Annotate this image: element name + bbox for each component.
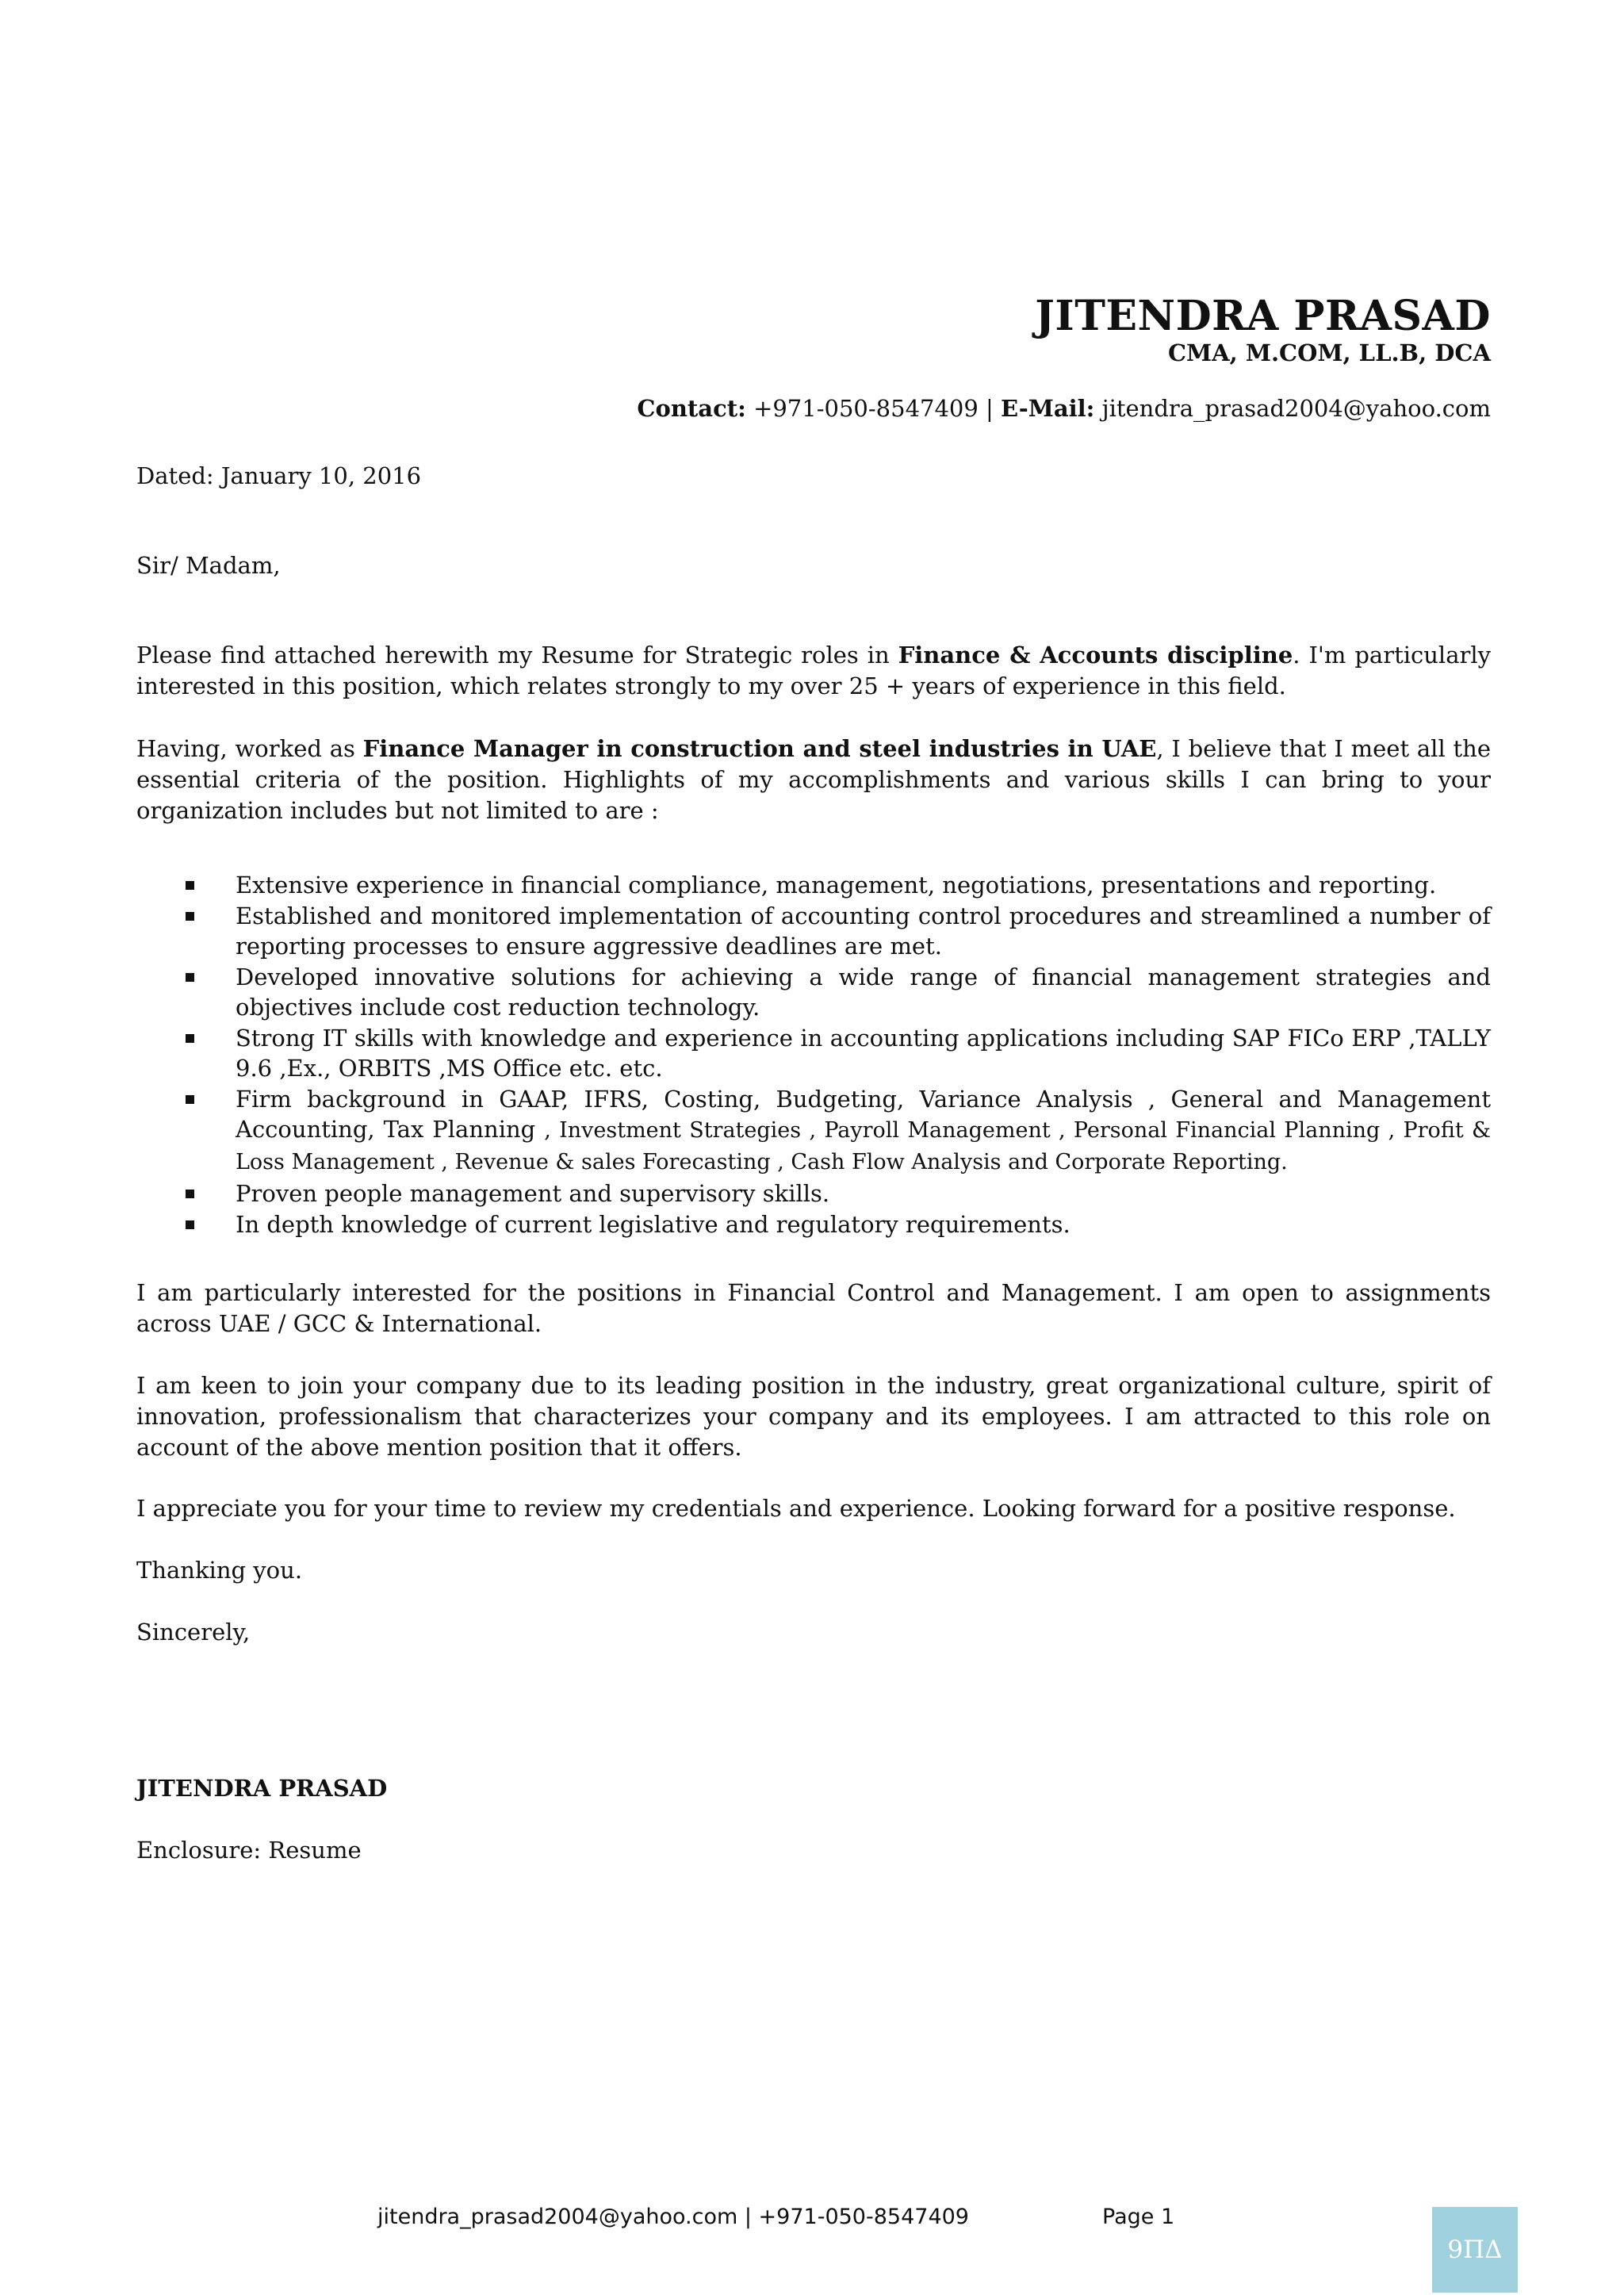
list-item-text: Firm background in GAAP, IFRS, Costing, Budgeting, Variance Analysis , General and Management Accounting,	[236, 1086, 1491, 1143]
thanks-line: Thanking you.	[136, 1557, 303, 1584]
bullet-square-icon	[186, 1034, 194, 1043]
list-item	[136, 901, 1491, 961]
list-item-text-small: , Investment Strategies , Payroll Management , Personal Financial Planning , Profit & Loss Management , Revenue & sales Forecasting , Cash Flow Analysis and Corporate Reporting.	[236, 1118, 1492, 1174]
email-label: E-Mail:	[1001, 395, 1095, 422]
list-item-text: In depth knowledge of current legislative and regulatory requirements.	[236, 1211, 1071, 1238]
list-item	[136, 1084, 1491, 1178]
header-name: JITENDRA PRASAD	[1035, 292, 1491, 340]
list-item	[136, 1023, 1491, 1083]
list-item-text: Strong IT skills with knowledge and experience in accounting applications including SAP FICo ERP ,TALLY 9.6 ,Ex., ORBITS ,MS Office etc. etc.	[236, 1025, 1491, 1082]
list-item-text: Tax Planning	[383, 1116, 536, 1143]
footer-page-number: Page 1	[1102, 2205, 1175, 2229]
list-item-text: Proven people management and supervisory skills.	[236, 1180, 830, 1207]
footer-badge-logo: 9ΠΔ	[1432, 2207, 1518, 2293]
enclosure-line: Enclosure: Resume	[136, 1837, 362, 1864]
list-item	[136, 1178, 1491, 1209]
footer-contact: jitendra_prasad2004@yahoo.com | +971-050-8547409	[377, 2205, 969, 2229]
list-item-text: Extensive experience in financial compliance, management, negotiations, presentations and reporting.	[236, 872, 1437, 898]
skills-list	[136, 870, 1491, 1240]
signature-name: JITENDRA PRASAD	[136, 1775, 388, 1802]
intro-text: Please find attached herewith my Resume for Strategic roles in	[136, 642, 898, 669]
list-item	[136, 1209, 1491, 1239]
bullet-square-icon	[186, 973, 194, 982]
bullet-square-icon	[186, 1190, 194, 1198]
paragraph-interest: I am particularly interested for the positions in Financial Control and Management. I am open to assignments across UAE / GCC & International.	[136, 1279, 1491, 1337]
bullet-square-icon	[186, 1220, 194, 1229]
experience-text-end: , I believe that I meet all the essential criteria of the position. Highlights of my accomplishments and various skills I can bring to your organization includes but not limited to are :	[136, 735, 1492, 824]
list-item-text: Developed innovative solutions for achieving a wide range of financial management strategies and objectives include cost reduction technology.	[236, 964, 1491, 1021]
closing-line: Sincerely,	[136, 1619, 251, 1646]
experience-text: Having, worked as	[136, 735, 363, 762]
header-qualifications: CMA, M.COM, LL.B, DCA	[1167, 339, 1491, 366]
contact-label: Contact:	[637, 395, 746, 422]
paragraph-intro	[136, 640, 1491, 702]
list-item	[136, 962, 1491, 1022]
bullet-square-icon	[186, 881, 194, 890]
contact-email: jitendra_prasad2004@yahoo.com	[1101, 395, 1491, 422]
header-contact-line	[637, 395, 1491, 422]
intro-text-end: . I'm particularly interested in this position, which relates strongly to my over 25 + years of experience in this field.	[136, 642, 1492, 699]
salutation: Sir/ Madam,	[136, 552, 281, 579]
paragraph-motivation: I am keen to join your company due to its leading position in the industry, great organizational culture, spirit of innovation, professionalism that characterizes your company and its employees. I am attracted to this role on account of the above mention position that it offers.	[136, 1372, 1491, 1461]
paragraph-experience	[136, 734, 1491, 826]
list-item	[136, 870, 1491, 900]
paragraph-appreciation: I appreciate you for your time to review my credentials and experience. Looking forward for a positive response.	[136, 1495, 1456, 1522]
bullet-square-icon	[186, 1095, 194, 1104]
bullet-square-icon	[186, 912, 194, 921]
contact-separator: |	[986, 395, 994, 422]
letter-date: Dated: January 10, 2016	[136, 462, 422, 489]
intro-bold: Finance & Accounts discipline	[898, 642, 1293, 669]
contact-phone: +971-050-8547409	[753, 395, 979, 422]
experience-bold: Finance Manager in construction and steel industries in UAE	[362, 735, 1157, 762]
list-item-text: Established and monitored implementation of accounting control procedures and streamlined a number of reporting processes to ensure aggressive deadlines are met.	[236, 902, 1491, 960]
